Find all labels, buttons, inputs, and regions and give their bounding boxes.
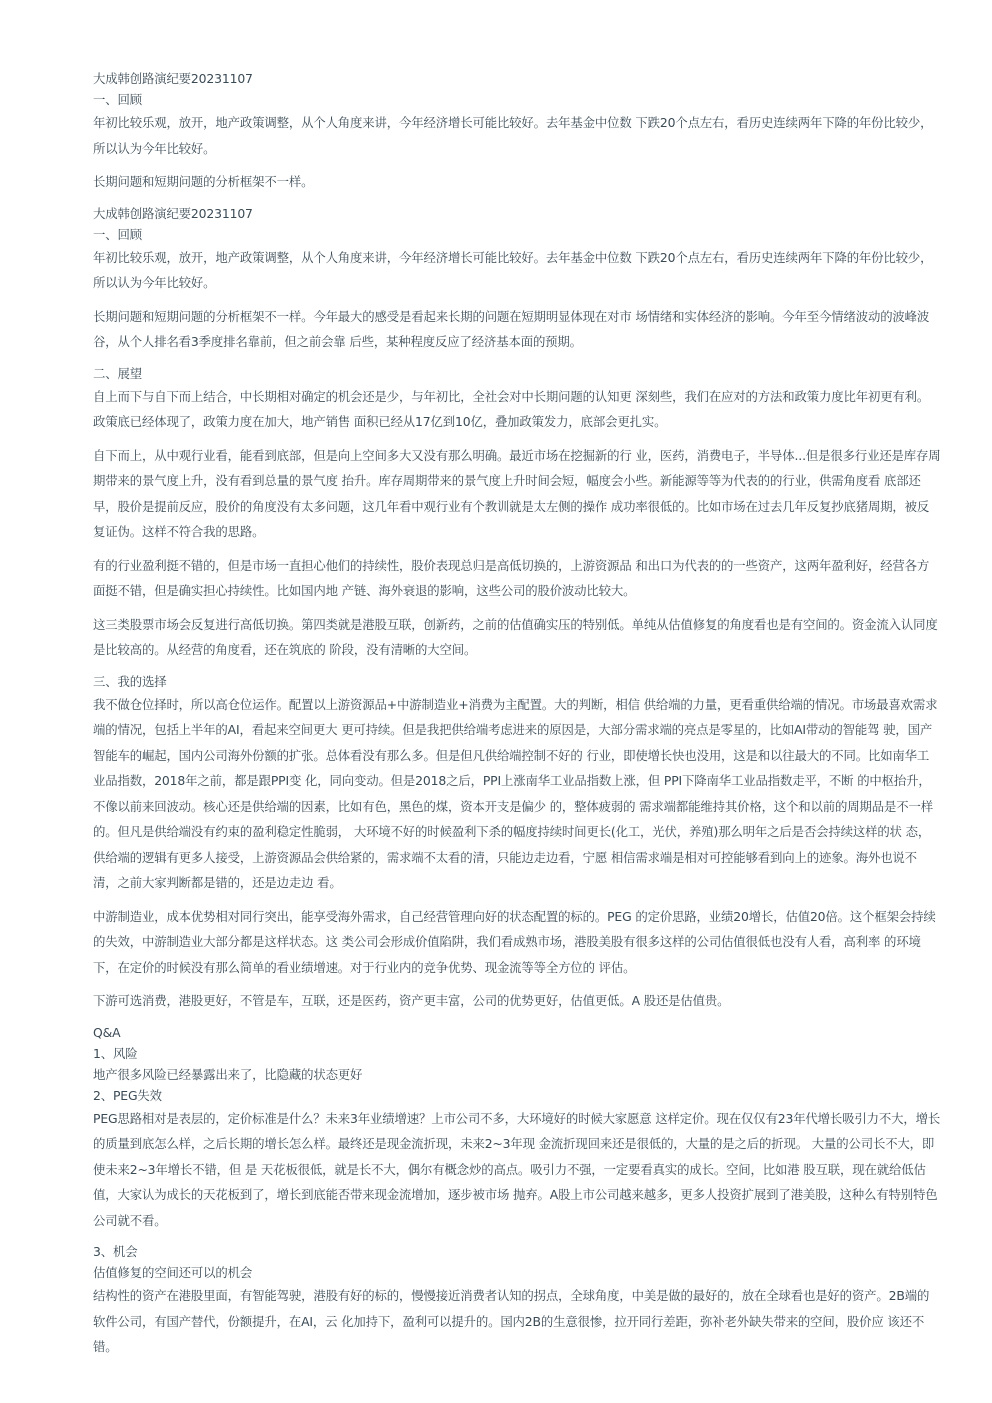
text-line: Q&A xyxy=(93,1024,121,1040)
text-line: 3、机会 xyxy=(93,1244,138,1259)
text-line: 2、PEG失效 xyxy=(93,1087,162,1103)
text-line: 一、回顾 xyxy=(93,226,142,242)
paragraph: 年初比较乐观，放开，地产政策调整，从个人角度来讲，今年经济增长可能比较好。去年基金中位数 下跌20个点左右，看历史连续两年下降的年份比较少，所以认为今年比较好。 xyxy=(93,249,933,290)
text-line: 1、风险 xyxy=(93,1045,138,1061)
text-line: 二、展望 xyxy=(93,365,142,381)
text-line: 大成韩创路演纪要20231107 xyxy=(93,71,253,86)
document-body xyxy=(93,68,941,1368)
text-line: 地产很多风险已经暴露出来了，比隐藏的状态更好 xyxy=(93,1066,363,1082)
paragraph: 长期问题和短期问题的分析框架不一样。今年最大的感受是看起来长期的问题在短期明显体现在对市 场情绪和实体经济的影响。今年至今情绪波动的波峰波谷，从个人排名看3季度排名靠前，但之前会靠 后些，某种程度反应了经济基本面的预期。 xyxy=(93,308,930,349)
paragraph: 中游制造业，成本优势相对同行突出，能享受海外需求，自己经营管理向好的状态配置的标的。PEG 的定价思路，业绩20增长，估值20倍。这个框架会持续的失效，中游制造业大部分都是这样状态。这 类公司会形成价值陷阱，我们看成熟市场，港股美股有很多这样的公司估值很低也没有人看，高利率 的环境下，在定价的时候没有那么简单的看业绩增速。对于行业内的竞争优势、现金流等等全方位的 评估。 xyxy=(93,908,936,975)
text-line: 估值修复的空间还可以的机会 xyxy=(93,1265,253,1280)
text-line: 一、回顾 xyxy=(93,92,142,107)
paragraph: 长期问题和短期问题的分析框架不一样。 xyxy=(93,174,314,189)
paragraph: 这三类股票市场会反复进行高低切换。第四类就是港股互联，创新药，之前的估值确实压的特别低。单纯从估值修复的角度看也是有空间的。资金流入认同度是比较高的。从经营的角度看，还在筑底的 阶段，没有清晰的大空间。 xyxy=(93,616,938,657)
paragraph: 自上而下与自下而上结合，中长期相对确定的机会还是少，与年初比，全社会对中长期问题的认知更 深刻些，我们在应对的方法和政策力度比年初更有利。政策底已经体现了，政策力度在加大，地产销售 面积已经从17亿到10亿，叠加政策发力，底部会更扎实。 xyxy=(93,388,930,429)
text-line: 大成韩创路演纪要20231107 xyxy=(93,205,253,221)
paragraph: 结构性的资产在港股里面，有智能驾驶，港股有好的标的，慢慢接近消费者认知的拐点，全球角度，中美是做的最好的，放在全球看也是好的资产。2B端的软件公司，有国产替代，份额提升，在AI，云 化加持下，盈利可以提升的。国内2B的生意很惨，拉开同行差距，弥补老外缺失带来的空间，股价应 该还不错。 xyxy=(93,1288,930,1354)
paragraph: PEG思路相对是表层的，定价标准是什么？未来3年业绩增速？上市公司不多，大环境好的时候大家愿意 这样定价。现在仅仅有23年代增长吸引力不大，增长的质量到底怎么样，之后长期的增长怎么样。最终还是现金流折现，未来2~3年现 金流折现回来还是很低的，大量的是之后的折现。 大量的公司长不大，即使未来2~3年增长不错，但 是 天花板很低，就是长不大，偶尔有概念炒的高点。吸引力不强，一定要看真实的成长。空间，比如港 股互联，现在就给低估值，大家认为成长的天花板到了，增长到底能否带来现金流增加，逐步被市场 抛弃。A股上市公司越来越多，更多人投资扩展到了港美股，这种么有特别特色公司就不看。 xyxy=(93,1110,941,1228)
paragraph: 自下而上，从中观行业看，能看到底部，但是向上空间多大又没有那么明确。最近市场在挖掘新的行 业，医药，消费电子，半导体...但是很多行业还是库存周期带来的景气度上升，没有看到总量的景气度 抬升。库存周期带来的景气度上升时间会短，幅度会小些。新能源等等为代表的的行业，供需角度看 底部还早，股价是提前反应，股价的角度没有太多问题，这几年看中观行业有个教训就是太左侧的操作 成功率很低的。比如市场在过去几年反复抄底猪周期，被反复证伪。这样不符合我的思路。 xyxy=(93,447,941,539)
paragraph: 年初比较乐观，放开，地产政策调整，从个人角度来讲，今年经济增长可能比较好。去年基金中位数 下跌20个点左右，看历史连续两年下降的年份比较少，所以认为今年比较好。 xyxy=(93,115,933,156)
text-line: 三、我的选择 xyxy=(93,673,167,689)
paragraph: 我不做仓位择时，所以高仓位运作。配置以上游资源品+中游制造业+消费为主配置。大的判断，相信 供给端的力量，更看重供给端的情况。市场最喜欢需求端的情况，包括上半年的AI，看起来空间更大 更可持续。但是我把供给端考虑进来的原因是，大部分需求端的亮点是零星的，比如AI带动的智能驾 驶，国产智能车的崛起，国内公司海外份额的扩张。总体看没有那么多。但是但凡供给端控制不好的 行业，即使增长快也没用，这是和以往最大的不同。比如南华工业品指数，2018年之前，都是跟PPI变 化，同向变动。但是2018之后，PPI上涨南华工业品指数上涨，但 PPI下降南华工业品指数走平，不断 的中枢抬升，不像以前来回波动。核心还是供给端的因素，比如有色，黑色的煤，资本开支是偏少 的，整体疲弱的 需求端都能维持其价格，这个和以前的周期品是不一样的。但凡是供给端没有约束的盈利稳定性脆弱， 大环境不好的时候盈利下杀的幅度持续时间更长(化工，光伏，养殖)那么明年之后是否会持续这样的状 态，供给端的逻辑有更多人接受，上游资源品会供给紧的，需求端不太看的清，只能边走边看，宁愿 相信需求端是相对可控能够看到向上的迹象。海外也说不清，之前大家判断都是错的，还是边走边 看。 xyxy=(93,696,938,890)
paragraph: 下游可选消费，港股更好，不管是车，互联，还是医药，资产更丰富，公司的优势更好，估值更低。A 股还是估值贵。 xyxy=(93,993,730,1008)
paragraph: 有的行业盈利挺不错的，但是市场一直担心他们的持续性，股价表现总归是高低切换的，上游资源品 和出口为代表的的一些资产，这两年盈利好，经营各方面挺不错，但是确实担心持续性。比如国内地 产链、海外衰退的影响，这些公司的股价波动比较大。 xyxy=(93,557,930,598)
